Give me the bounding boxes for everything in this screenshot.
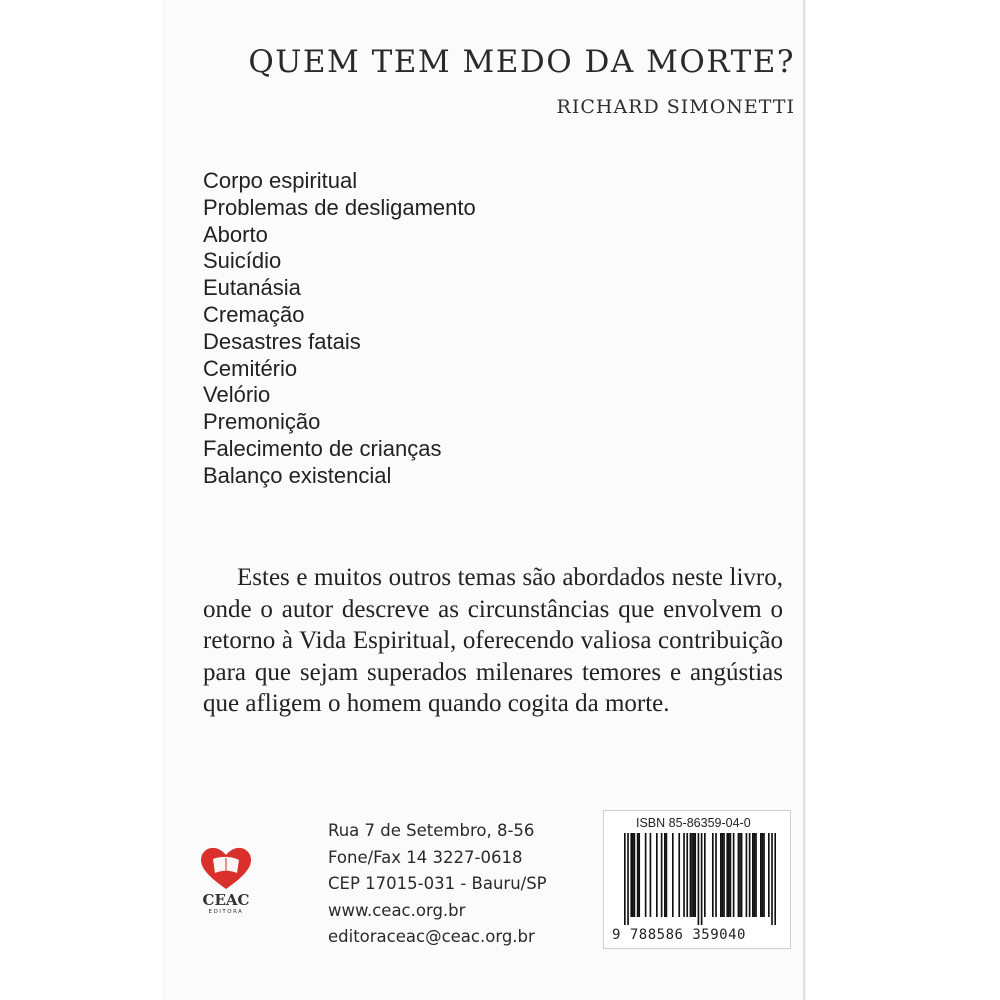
publisher-contact — [328, 818, 547, 951]
barcode — [624, 833, 776, 925]
topic-item: Suicídio — [203, 248, 282, 274]
barcode-bar — [733, 833, 735, 917]
barcode-bar — [726, 833, 728, 917]
barcode-bar — [650, 833, 652, 917]
barcode-bar — [645, 833, 647, 917]
barcode-bar — [691, 833, 693, 917]
topic-item: Balanço existencial — [203, 462, 392, 488]
book-author: RICHARD SIMONETTI — [556, 96, 795, 118]
logo-text: CEAC — [202, 891, 250, 909]
topic-item: Velório — [203, 382, 271, 408]
ean-digits: 9 788586 359040 — [612, 927, 746, 943]
logo-subtext: EDITORA — [208, 909, 244, 915]
publisher-phone: Fone/Fax 14 3227-0618 — [328, 847, 523, 867]
barcode-bar — [638, 833, 640, 917]
barcode-bar — [760, 833, 762, 917]
barcode-bar — [762, 833, 764, 917]
barcode-bar — [627, 833, 629, 925]
topic-item: Eutanásia — [203, 275, 301, 301]
barcode-bar — [739, 833, 741, 917]
barcode-bar — [634, 833, 636, 917]
barcode-bar — [678, 833, 680, 917]
barcode-bar — [763, 833, 765, 917]
barcode-bar — [661, 833, 663, 917]
barcode-bar — [774, 833, 776, 925]
barcode-bar — [698, 833, 700, 925]
barcode-bar — [686, 833, 688, 917]
barcode-bar — [683, 833, 685, 917]
barcode-bar — [632, 833, 634, 917]
barcode-bar — [666, 833, 668, 917]
barcode-bar — [738, 833, 740, 917]
barcode-bar — [768, 833, 770, 917]
isbn-barcode-block — [603, 810, 791, 949]
topic-item: Problemas de desligamento — [203, 194, 476, 220]
barcode-bar — [741, 833, 743, 917]
barcode-bar — [723, 833, 725, 917]
barcode-bar — [672, 833, 674, 917]
topic-item: Aborto — [203, 221, 268, 247]
book-title: QUEM TEM MEDO DA MORTE? — [248, 44, 795, 80]
barcode-bar — [771, 833, 773, 925]
barcode-bar — [715, 833, 717, 917]
topic-item: Corpo espiritual — [203, 168, 358, 193]
barcode-bar — [694, 833, 696, 917]
barcode-bar — [624, 833, 626, 925]
ceac-logo — [196, 843, 256, 915]
topic-list — [203, 168, 476, 490]
barcode-bar — [693, 833, 695, 917]
cover-edge — [803, 0, 806, 1000]
barcode-bar — [749, 833, 751, 917]
barcode-bar — [752, 833, 754, 917]
barcode-bar — [754, 833, 756, 917]
topic-item: Cemitério — [203, 355, 298, 381]
barcode-bar — [656, 833, 658, 917]
publisher-website[interactable]: www.ceac.org.br — [328, 900, 466, 920]
barcode-bar — [755, 833, 757, 917]
barcode-bar — [722, 833, 724, 917]
book-description: Estes e muitos outros temas são abordados neste livro, onde o autor descreve as circunstâncias que envolvem o retorno à Vida Espiritual, oferecendo valiosa contribuição para que sejam superados milenares temores e angústias que afligem o homem quando cogita da morte. — [203, 564, 783, 717]
publisher-cep: CEP 17015-031 - Bauru/SP — [328, 874, 547, 893]
topic-item: Desastres fatais — [203, 328, 361, 354]
topic-item: Cremação — [203, 301, 305, 327]
barcode-bar — [630, 833, 632, 917]
barcode-bar — [730, 833, 732, 917]
barcode-bar — [664, 833, 666, 917]
barcode-bar — [720, 833, 722, 917]
barcode-bar — [746, 833, 748, 917]
barcode-bar — [712, 833, 714, 917]
barcode-bar — [690, 833, 692, 917]
topic-item: Falecimento de crianças — [203, 435, 442, 461]
barcode-bar — [704, 833, 706, 917]
barcode-bar — [728, 833, 730, 917]
publisher-address: Rua 7 de Setembro, 8-56 — [328, 821, 535, 840]
isbn-label: ISBN 85-86359-04-0 — [636, 816, 751, 830]
publisher-email[interactable]: editoraceac@ceac.org.br — [328, 927, 535, 946]
topic-item: Premonição — [203, 409, 321, 435]
barcode-bar — [637, 833, 639, 917]
barcode-bar — [701, 833, 703, 925]
